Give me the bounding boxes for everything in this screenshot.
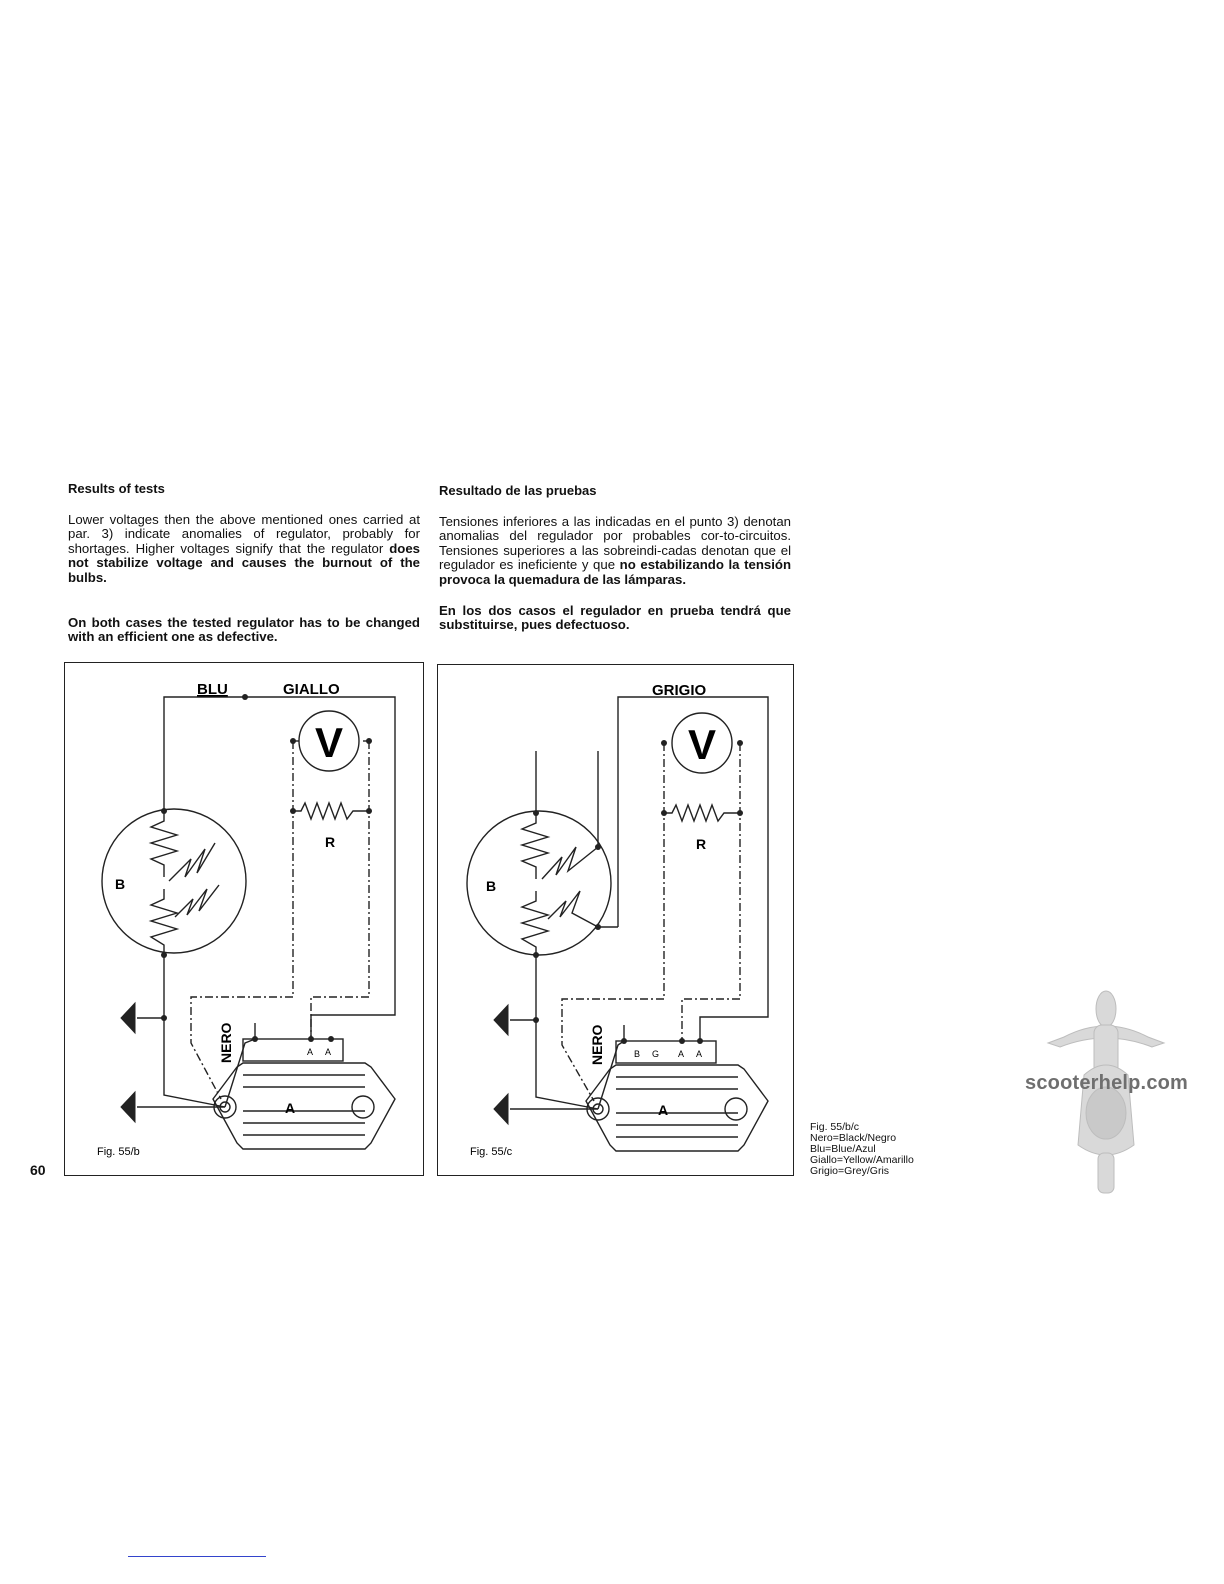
english-paragraph-2: On both cases the tested regulator has to be changed with an efficient one as defective.: [68, 614, 420, 645]
wire-meter-pos: [311, 741, 369, 1039]
label-blu: BLU: [197, 681, 228, 698]
spanish-para1-bold: no estabilizando la tensión provoca la quemadura de las lámparas.: [439, 557, 792, 587]
legend-line: Fig. 55/b/c: [810, 1121, 860, 1133]
figure-55c: [437, 664, 794, 1176]
page-number: 60: [30, 1162, 46, 1178]
figure-55c-diagram: [438, 665, 795, 1177]
color-legend: [810, 1122, 914, 1177]
coil-lower: [151, 889, 177, 955]
english-paragraph-1: [68, 513, 420, 586]
terminal-label-b: B: [634, 1049, 641, 1059]
spanish-paragraph-2: En los dos casos el regulador en prueba tendrá que substituirse, pues defectuoso.: [439, 602, 791, 633]
label-regulator-c: A: [658, 1102, 669, 1118]
label-nero-c: NERO: [589, 1024, 605, 1065]
spanish-column: [439, 484, 791, 633]
regulator-body: [213, 1063, 395, 1149]
label-voltmeter: V: [315, 719, 344, 766]
wire-ground-1: [164, 955, 225, 1107]
wire-meter-neg: [191, 741, 293, 1099]
figure-c-caption: Fig. 55/c: [470, 1146, 513, 1158]
terminal-label-a2: A: [696, 1049, 703, 1059]
english-column: [68, 482, 420, 645]
ground-symbol-2: [121, 1092, 135, 1122]
ground-symbol-c1: [494, 1005, 508, 1035]
figure-55b-diagram: [65, 663, 425, 1177]
english-title: Results of tests: [68, 481, 165, 496]
lightning-1: [169, 843, 215, 881]
regulator-mount-right: [352, 1096, 374, 1118]
label-generator-c: B: [486, 878, 497, 894]
english-para1-bold: does not stabilize voltage and causes the burnout of the bulbs.: [68, 540, 420, 585]
label-regulator: A: [285, 1100, 296, 1116]
terminal-label-2: A: [325, 1047, 332, 1057]
legend-line: Nero=Black/Negro: [810, 1132, 897, 1144]
figure-b-caption: Fig. 55/b: [97, 1146, 140, 1158]
resistor-zigzag-c: [664, 805, 740, 821]
spanish-para1-text: Tensiones inferiores a las indicadas en el punto 3) denotan anomalias del regulador por probables cor-to-circuitos. Tensiones superiores a las sobreindi-cadas denotan que el regulador es ineficiente y que: [439, 513, 791, 573]
english-para1-text: Lower voltages then the above mentioned ones carried at par. 3) indicate anomalies of regulator, probably for shortages. Higher voltages signify that the regulator: [68, 511, 420, 556]
label-grigio: GRIGIO: [652, 682, 707, 699]
terminal-label-g: G: [652, 1049, 660, 1059]
resistor-zigzag: [293, 803, 369, 819]
label-resistor: R: [325, 834, 336, 850]
label-giallo: GIALLO: [283, 681, 340, 698]
regulator-body-c: [586, 1065, 768, 1151]
label-resistor-c: R: [696, 836, 707, 852]
legend-line: Grigio=Grey/Gris: [810, 1165, 890, 1177]
lightning-2: [175, 885, 219, 917]
label-generator: B: [115, 876, 126, 892]
legend-line: Giallo=Yellow/Amarillo: [810, 1154, 914, 1166]
watermark-text: scooterhelp.com: [1025, 1072, 1189, 1094]
label-nero: NERO: [218, 1022, 234, 1063]
terminal-label-1: A: [307, 1047, 314, 1057]
label-voltmeter-c: V: [688, 721, 717, 768]
spanish-title: Resultado de las pruebas: [439, 483, 597, 498]
spanish-paragraph-1: [439, 515, 791, 588]
figure-55b: [64, 662, 424, 1176]
scan-artifact-line: [128, 1556, 266, 1557]
legend-line: Blu=Blue/Azul: [810, 1143, 876, 1155]
ground-symbol-c2: [494, 1094, 508, 1124]
coil-upper: [151, 811, 177, 877]
terminal-label-a1: A: [678, 1049, 685, 1059]
ground-symbol-1: [121, 1003, 135, 1033]
